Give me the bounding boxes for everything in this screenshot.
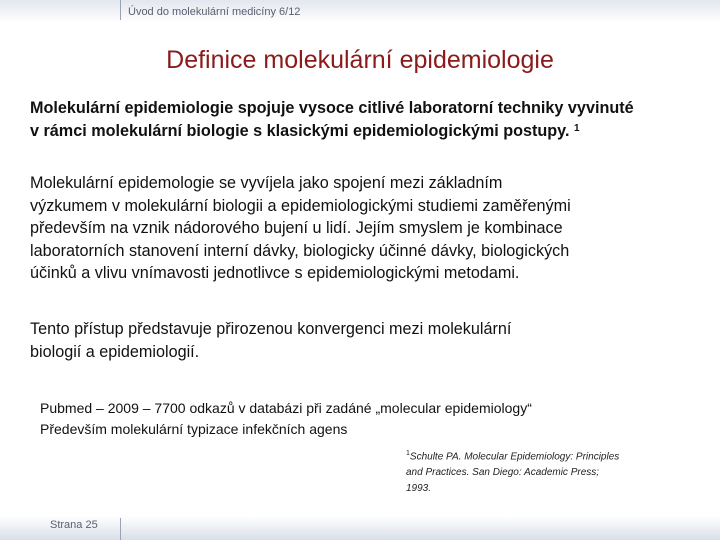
page-number: Strana 25 <box>50 519 98 531</box>
history-line: účinků a vlivu vnímavosti jednotlivce s epidemiologickými metodami. <box>30 264 520 282</box>
definition-footnote-ref: 1 <box>573 122 580 134</box>
footnote-line-2: and Practices. San Diego: Academic Press; <box>406 467 600 479</box>
convergence-paragraph <box>30 318 700 363</box>
footnote-line-3: 1993. <box>406 483 432 495</box>
history-paragraph <box>30 172 700 285</box>
definition-line-2: v rámci molekulární biologie s klasickými epidemiologickými postupy. <box>30 121 570 140</box>
convergence-line: Tento přístup představuje přirozenou konvergenci mezi molekulární <box>30 320 512 338</box>
history-line: Molekulární epidemologie se vyvíjela jako spojení mezi základním <box>30 174 503 192</box>
history-line: výzkumem v molekulární biologii a epidemiologickými studiemi zaměřenými <box>30 196 571 215</box>
footer-bar <box>0 516 720 540</box>
pubmed-line-1: Pubmed – 2009 – 7700 odkazů v databázi při zadáné „molecular epidemiology“ <box>40 400 532 416</box>
header-divider <box>120 0 121 20</box>
header-course-label: Úvod do molekulární medicíny 6/12 <box>128 6 301 18</box>
pubmed-note <box>40 398 690 440</box>
convergence-line: biologií a epidemiologií. <box>30 342 200 361</box>
definition-paragraph <box>30 97 700 142</box>
history-line: laboratorních stanovení interní dávky, biologicky účinné dávky, biologických <box>30 241 570 260</box>
history-line: především na vznik nádorového bujení u lidí. Jejím smyslem je kombinace <box>30 219 563 237</box>
slide-title: Definice molekulární epidemiologie <box>166 46 554 74</box>
footnote-number: 1 <box>406 450 410 457</box>
footnote-line-1: Schulte PA. Molecular Epidemiology: Principles <box>409 451 620 463</box>
pubmed-line-2: Především molekulární typizace infekčních agens <box>40 421 348 437</box>
footer-divider <box>120 518 121 540</box>
header-bar <box>0 0 720 22</box>
reference-footnote <box>406 446 686 497</box>
definition-line-1: Molekulární epidemiologie spojuje vysoce citlivé laboratorní techniky vyvinuté <box>30 99 634 117</box>
